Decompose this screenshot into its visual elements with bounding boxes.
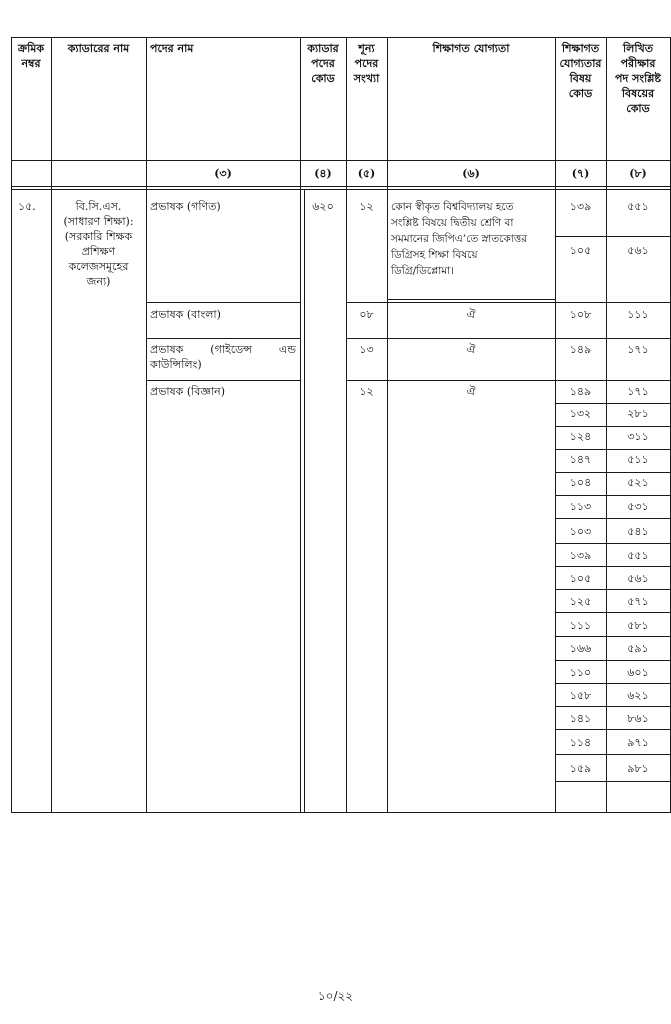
qual-code: ১৫৯ [569,762,592,775]
exam-code: ৯৭১ [627,736,649,749]
exam-code: ১১১ [627,308,649,321]
exam-code: ৬০১ [627,666,649,679]
row-serial: ১৫. [18,200,36,213]
exam-code: ৫৬১ [627,244,649,257]
exam-code: ২৮১ [627,407,649,420]
qual-code: ১৬৬ [569,642,592,655]
post-name: প্রভাষক (গাইডেন্স এন্ড কাউন্সিলিং) [150,343,296,371]
header-qualification: শিক্ষাগত যোগ্যতা [432,42,510,55]
column-number: (৮) [629,167,647,180]
header-post-name: পদের নাম [150,42,194,55]
exam-code: ৮৬১ [627,712,649,725]
header-qual-subject-code: শিক্ষাগত যোগ্যতার বিষয় কোড [559,42,602,100]
exam-code: ৫১১ [627,453,649,466]
exam-code: ৯৮১ [627,762,649,775]
column-number: (৬) [462,167,480,180]
exam-code: ১৭১ [627,343,649,356]
qual-code: ১৪৯ [569,385,592,398]
column-number: (৫) [357,167,376,180]
qual-code: ১১১ [569,619,592,632]
vacancy-count: ১৩ [359,343,374,356]
header-cadre-name: ক্যাডারের নাম [67,42,130,55]
exam-code: ১৭১ [627,385,649,398]
qual-code: ১১৩ [569,500,592,513]
exam-code: ৫৯১ [627,642,649,655]
page-number: ১০/২২ [317,989,354,1003]
post-name: প্রভাষক (বাংলা) [150,308,221,321]
exam-code: ৫৮১ [627,619,649,632]
header-exam-subject-code: লিখিত পরীক্ষার পদ সংশ্লিষ্ট বিষয়ের কোড [615,42,661,115]
exam-code: ৫৩১ [627,500,649,513]
vacancy-count: ১২ [359,200,374,213]
qual-code: ১২৫ [569,595,592,608]
qual-code: ১৩৯ [569,200,592,213]
qual-code: ১২৪ [569,430,592,443]
post-name: প্রভাষক (গণিত) [150,200,221,213]
post-name: প্রভাষক (বিজ্ঞান) [150,385,225,398]
exam-code: ৫৫১ [627,549,649,562]
vacancy-count: ০৮ [359,308,374,321]
column-number: (৩) [214,167,232,180]
qual-code: ১০৩ [569,525,592,538]
exam-code: ৬২১ [627,689,649,702]
qual-code: ১৩৯ [569,549,592,562]
exam-code: ৫৪১ [627,525,649,538]
cadre-code: ৬২০ [312,200,334,213]
qual-code: ১৩২ [569,407,592,420]
ditto-mark: ঐ [466,385,476,398]
exam-code: ৫৬১ [627,572,649,585]
cadre-name: বি.সি.এস. (সাধারণ শিক্ষা): (সরকারি শিক্ষক প্রশিক্ষণ কলেজসমূহের জন্য) [63,200,134,288]
qual-code: ১০৪ [569,476,592,489]
qual-code: ১১৪ [569,736,592,749]
qual-code: ১০৫ [569,572,592,585]
exam-code: ৩১১ [627,430,649,443]
qual-code: ১১০ [569,666,592,679]
qual-code: ১৪৭ [569,453,592,466]
qualification-text: কোন স্বীকৃত বিশ্ববিদ্যালয় হতে সংশ্লিষ্ট বিষয়ে দ্বিতীয় শ্রেণি বা সমমানের জিপিএ’তে স্নাতকোত্তর ডিগ্রিসহ শিক্ষা বিষয়ে ডিগ্রি/ডিপ্লোমা। [391,201,528,277]
qual-code: ১৫৮ [569,689,592,702]
qual-code: ১৪৯ [569,343,592,356]
column-number: (৪) [314,167,332,180]
header-vacancies: শূন্য পদের সংখ্যা [353,42,380,85]
exam-code: ৫২১ [627,476,649,489]
ditto-mark: ঐ [466,343,476,356]
header-serial: ক্রমিক নম্বর [17,42,45,70]
exam-code: ৫৫১ [627,200,649,213]
qual-code: ১০৮ [569,308,592,321]
exam-code: ৫৭১ [627,595,649,608]
vacancy-count: ১২ [359,385,374,398]
column-number: (৭) [571,167,590,180]
qual-code: ১৪১ [569,712,592,725]
qual-code: ১০৫ [569,244,592,257]
ditto-mark: ঐ [466,308,476,321]
header-cadre-code: ক্যাডার পদের কোড [307,42,339,85]
